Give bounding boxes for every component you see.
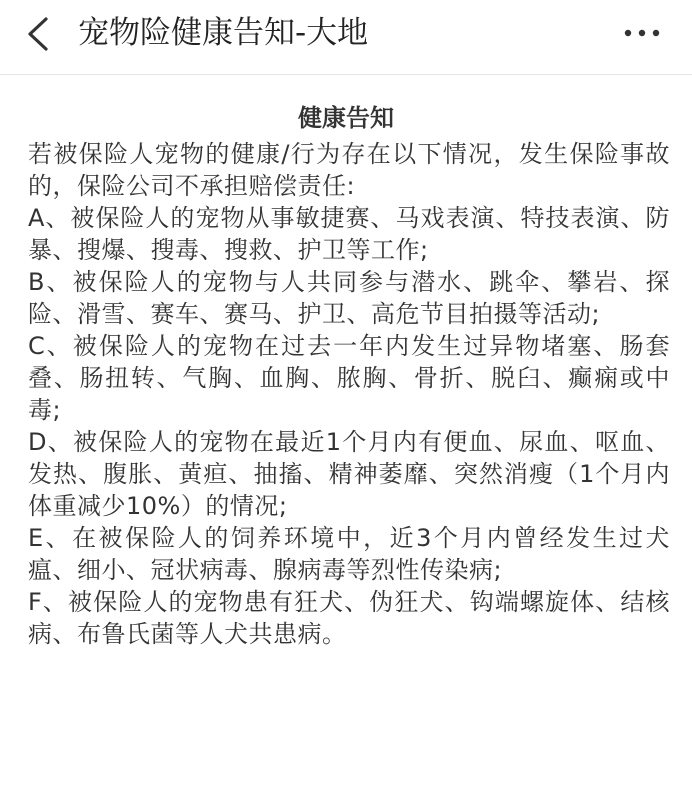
notice-item-e: E、在被保险人的饲养环境中，近3个月内曾经发生过犬瘟、细小、冠状病毒、腺病毒等烈性传染病; [28, 524, 670, 584]
notice-item-f: F、被保险人的宠物患有狂犬、伪狂犬、钩端螺旋体、结核病、布鲁氏菌等人犬共患病。 [28, 588, 670, 648]
chevron-left-icon [22, 16, 58, 52]
more-button[interactable] [622, 18, 662, 48]
notice-item-b: B、被保险人的宠物与人共同参与潜水、跳伞、攀岩、探险、滑雪、赛车、赛马、护卫、高危节目拍摄等活动; [28, 268, 670, 328]
notice-heading: 健康告知 [298, 104, 394, 132]
notice-item-a: A、被保险人的宠物从事敏捷赛、马戏表演、特技表演、防暴、搜爆、搜毒、搜救、护卫等工作; [28, 204, 670, 264]
notice-item-d: D、被保险人的宠物在最近1个月内有便血、尿血、呕血、发热、腹胀、黄疸、抽搐、精神萎靡、突然消瘦（1个月内体重减少10%）的情况; [28, 428, 670, 520]
notice-intro: 若被保险人宠物的健康/行为存在以下情况，发生保险事故的，保险公司不承担赔偿责任: [28, 140, 670, 200]
more-dots-icon [622, 18, 662, 48]
page-title: 宠物险健康告知-大地 [78, 15, 369, 51]
back-button[interactable] [22, 16, 58, 52]
notice-content [28, 98, 670, 650]
notice-item-c: C、被保险人的宠物在过去一年内发生过异物堵塞、肠套叠、肠扭转、气胸、血胸、脓胸、骨折、脱臼、癫痫或中毒; [28, 332, 670, 424]
top-bar [0, 0, 692, 75]
